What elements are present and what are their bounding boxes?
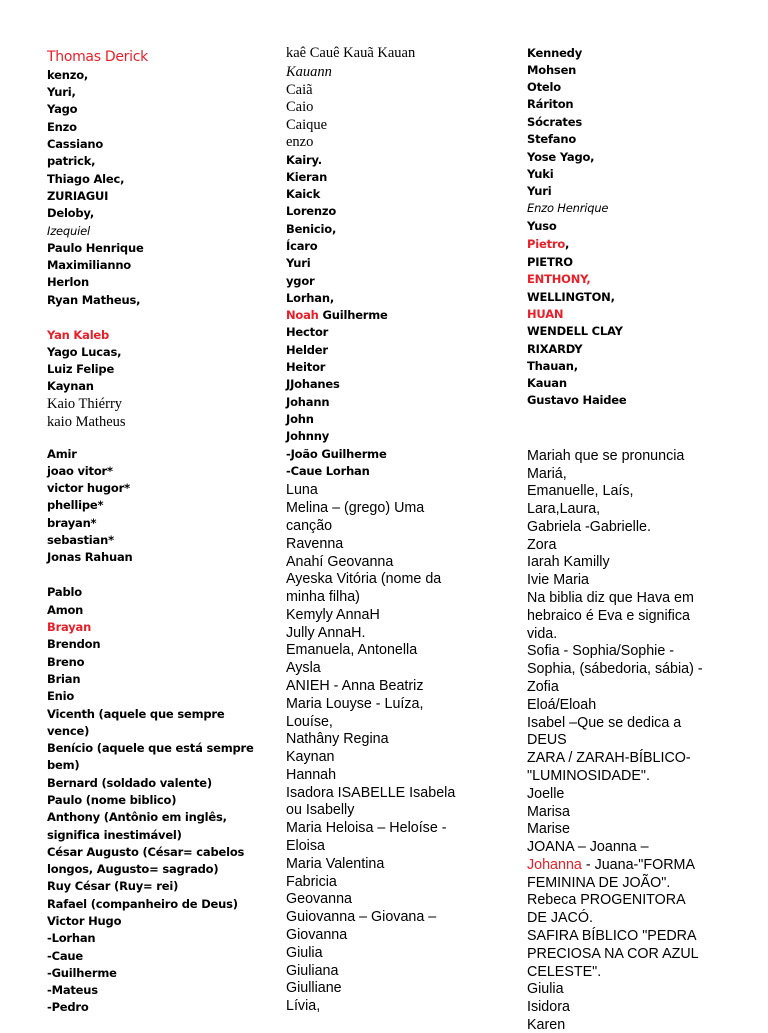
name-line: CELESTE". (527, 964, 602, 980)
name-line: Hannah (286, 767, 337, 783)
name-line: Rebeca PROGENITORA (527, 892, 686, 908)
name-line: Isadora ISABELLE Isabela (286, 785, 456, 801)
name-line: Karen (527, 1017, 566, 1033)
name-line: Stefano (527, 132, 577, 146)
name-line: Isabel –Que se dedica a (527, 715, 682, 731)
name-line: Geovanna (286, 891, 352, 907)
name-line: enzo (286, 134, 314, 150)
name-line: -Lorhan (47, 931, 96, 945)
name-line: Yuri (286, 256, 311, 270)
name-line (527, 239, 569, 251)
name-line: Maximilianno (47, 258, 132, 272)
name-line (286, 310, 388, 322)
name-line: Giulia (286, 945, 323, 961)
name-line: Ivie Maria (527, 572, 589, 588)
name-line: Sofia - Sophia/Sophie - (527, 643, 675, 659)
name-line: Victor Hugo (47, 914, 122, 928)
name-line: Emanuelle, Laís, (527, 483, 634, 499)
name-line: Bernard (soldado valente) (47, 776, 212, 790)
name-line: Johnny (286, 429, 330, 443)
name-line: DEUS (527, 732, 567, 748)
name-line: Giuliana (286, 963, 339, 979)
name-line: WENDELL CLAY (527, 324, 623, 338)
name-line: Giovanna (286, 927, 348, 943)
name-line: Enio (47, 689, 75, 703)
name-line: Benício (aquele que está sempre (47, 741, 254, 755)
name-line: Benicio, (286, 222, 337, 236)
name-line: Ryan Matheus, (47, 293, 141, 307)
name-line: Enzo (47, 120, 77, 134)
name-line: PRECIOSA NA COR AZUL (527, 946, 699, 962)
name-line: ou Isabelly (286, 802, 355, 818)
name-line: -Caue (47, 949, 83, 963)
name-line: Brendon (47, 637, 101, 651)
name-line: Vicenth (aquele que sempre (47, 707, 225, 721)
name-line: Kairy. (286, 153, 322, 167)
name-line: Kennedy (527, 46, 583, 60)
name-line: Kaio Thiérry (47, 396, 123, 412)
name-line: Kaynan (47, 379, 94, 393)
name-line: kaê Cauê Kauã Kauan (286, 45, 416, 61)
name-line: significa inestimável) (47, 828, 182, 842)
name-text: , (565, 237, 570, 251)
name-line: SAFIRA BÍBLICO "PEDRA (527, 928, 697, 944)
name-line: Thiago Alec, (47, 172, 125, 186)
name-line: Melina – (grego) Uma (286, 500, 425, 516)
name-line: DE JACÓ. (527, 910, 593, 926)
name-line: Johann (286, 395, 330, 409)
name-line: Luiz Felipe (47, 362, 115, 376)
name-line: Marise (527, 821, 570, 837)
name-line: Lívia, (286, 998, 321, 1014)
name-line: phellipe* (47, 498, 104, 512)
name-line: Anahí Geovanna (286, 554, 394, 570)
name-line: Maria Louyse - Luíza, (286, 696, 424, 712)
name-line: Zora (527, 537, 557, 553)
name-line: Eloisa (286, 838, 325, 854)
name-line: longos, Augusto= sagrado) (47, 862, 219, 876)
name-line: Herlon (47, 275, 89, 289)
name-line: Marisa (527, 804, 570, 820)
name-line: hebraico é Eva e significa (527, 608, 690, 624)
name-line: Heitor (286, 360, 326, 374)
name-line: Yuri (527, 184, 552, 198)
name-line: Yuso (527, 219, 557, 233)
name-line: Sophia, (sábedoria, sábia) - (527, 661, 703, 677)
name-line: Ícaro (286, 239, 318, 253)
name-line: Maria Valentina (286, 856, 385, 872)
name-line: Guiovanna – Giovana – (286, 909, 437, 925)
name-line: Kauann (286, 64, 332, 80)
name-line: Louíse, (286, 714, 333, 730)
name-line: -Guilherme (47, 966, 117, 980)
name-line: Caio (286, 99, 314, 115)
name-text: Guilherme (318, 308, 388, 322)
name-line: Yago Lucas, (47, 345, 122, 359)
name-line: Sócrates (527, 115, 582, 129)
name-line: Kauan (527, 376, 567, 390)
name-line: kenzo, (47, 68, 89, 82)
name-line: Caiã (286, 82, 313, 98)
name-line: Mariah que se pronuncia (527, 448, 685, 464)
name-line: Breno (47, 655, 85, 669)
name-line: Ayeska Vitória (nome da (286, 571, 442, 587)
name-line: patrick, (47, 154, 96, 168)
name-line: -Mateus (47, 983, 98, 997)
name-line: Mohsen (527, 63, 577, 77)
name-line: joao vitor* (47, 464, 113, 478)
name-line: Ráriton (527, 97, 574, 111)
name-line: Kaick (286, 187, 321, 201)
highlighted-name-line: Yan Kaleb (47, 328, 110, 342)
name-line: Kaynan (286, 749, 335, 765)
name-line: Emanuela, Antonella (286, 642, 418, 658)
name-line: Gustavo Haidee (527, 393, 627, 407)
name-line: vida. (527, 626, 558, 642)
name-line: Maria Heloisa – Heloíse - (286, 820, 447, 836)
name-line: Iarah Kamilly (527, 554, 610, 570)
name-line: Joelle (527, 786, 565, 802)
name-line (527, 858, 695, 872)
highlighted-name-line: Brayan (47, 620, 92, 634)
name-line: JJohanes (286, 377, 340, 391)
highlighted-name: Johanna (527, 857, 582, 873)
name-line: Yuri, (47, 85, 76, 99)
name-line: Giulliane (286, 980, 342, 996)
name-line: Zofia (527, 679, 559, 695)
name-line: Luna (286, 482, 318, 498)
name-line: Lorhan, (286, 291, 335, 305)
name-line: Lorenzo (286, 204, 337, 218)
name-line: Yuki (527, 167, 554, 181)
name-line: Izequiel (47, 224, 90, 238)
name-text: - Juana-"FORMA (581, 857, 695, 873)
name-line: Lara,Laura, (527, 501, 601, 517)
name-line: brayan* (47, 516, 97, 530)
name-line: Giulia (527, 981, 564, 997)
highlighted-name-line: HUAN (527, 307, 564, 321)
name-line: Yose Yago, (527, 150, 595, 164)
name-line: Ruy César (Ruy= rei) (47, 879, 179, 893)
name-line: kaio Matheus (47, 414, 126, 430)
name-line: minha filha) (286, 589, 360, 605)
name-line: John (286, 412, 314, 426)
name-line: Nathâny Regina (286, 731, 389, 747)
name-line: Brian (47, 672, 81, 686)
name-line: Paulo Henrique (47, 241, 144, 255)
name-line: Rafael (companheiro de Deus) (47, 897, 238, 911)
name-line: Thauan, (527, 359, 578, 373)
name-line: Hector (286, 325, 329, 339)
name-line: vence) (47, 724, 90, 738)
name-line: Mariá, (527, 466, 567, 482)
name-line: Otelo (527, 80, 561, 94)
name-line: Kieran (286, 170, 328, 184)
name-line: canção (286, 518, 333, 534)
highlighted-name: Pietro (527, 237, 566, 251)
name-line: WELLINGTON, (527, 290, 615, 304)
name-line: sebastian* (47, 533, 114, 547)
highlighted-name-line: ENTHONY, (527, 272, 591, 286)
name-line: Ravenna (286, 536, 344, 552)
name-line: -João Guilherme (286, 447, 387, 461)
name-line: ANIEH - Anna Beatriz (286, 678, 424, 694)
name-line: Jonas Rahuan (47, 550, 133, 564)
name-line: Isidora (527, 999, 570, 1015)
name-line: "LUMINOSIDADE". (527, 768, 650, 784)
name-line: ZURIAGUI (47, 189, 109, 203)
name-line: Fabricia (286, 874, 337, 890)
name-line: JOANA – Joanna – (527, 839, 649, 855)
name-line: Eloá/Eloah (527, 697, 597, 713)
name-line: PIETRO (527, 255, 573, 269)
name-line: Caique (286, 117, 328, 133)
name-line: RIXARDY (527, 342, 583, 356)
name-line: Pablo (47, 585, 82, 599)
name-line: Na biblia diz que Hava em (527, 590, 694, 606)
name-line: Deloby, (47, 206, 94, 220)
name-line: FEMININA DE JOÃO". (527, 875, 671, 891)
name-line: César Augusto (César= cabelos (47, 845, 245, 859)
name-line: Kemyly AnnaH (286, 607, 380, 623)
name-line: Paulo (nome biblico) (47, 793, 177, 807)
name-line: Amon (47, 603, 84, 617)
name-line: Yago (47, 102, 78, 116)
highlighted-name-line: Thomas Derick (47, 49, 148, 65)
name-line: Amir (47, 447, 77, 461)
name-line: -Caue Lorhan (286, 464, 370, 478)
name-line: -Pedro (47, 1000, 89, 1014)
name-line: Enzo Henrique (527, 201, 609, 215)
name-line: victor hugor* (47, 481, 130, 495)
name-line: Helder (286, 343, 328, 357)
name-line: Jully AnnaH. (286, 625, 366, 641)
name-line: Aysla (286, 660, 321, 676)
name-line: ygor (286, 274, 315, 288)
highlighted-name: Noah (286, 308, 319, 322)
name-line: Cassiano (47, 137, 104, 151)
name-line: Gabriela -Gabrielle. (527, 519, 651, 535)
name-line: Anthony (Antônio em inglês, (47, 810, 227, 824)
name-line: ZARA / ZARAH-BÍBLICO- (527, 750, 691, 766)
name-line: bem) (47, 758, 80, 772)
